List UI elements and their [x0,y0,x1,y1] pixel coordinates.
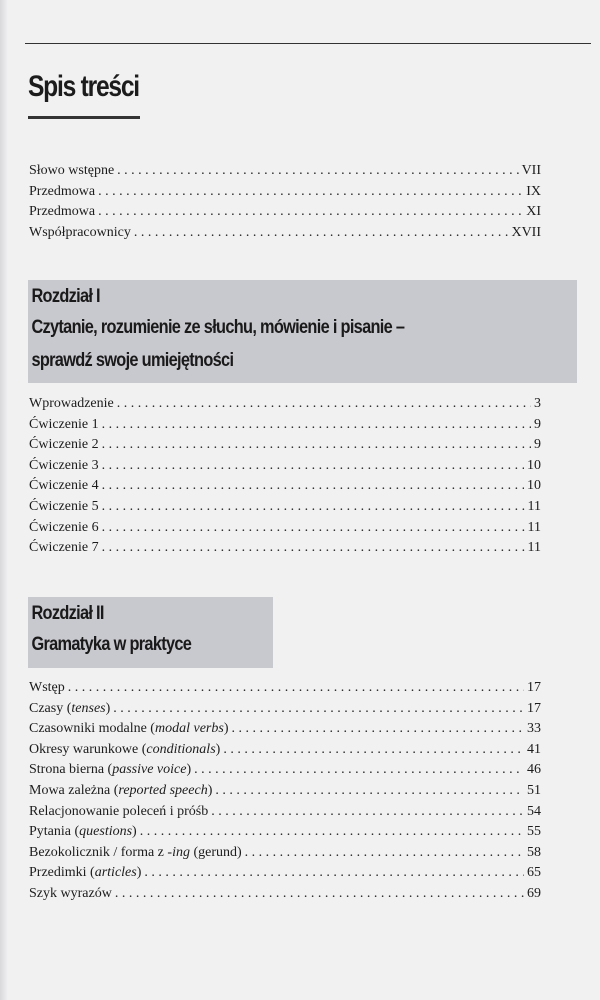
toc-entry [29,437,541,458]
toc-entry-page: 17 [527,700,541,716]
toc-entry-page: IX [526,183,541,199]
label-text: Czasowniki modalne ( [29,721,155,737]
label-italic: reported speech [118,782,208,798]
label-text: Okresy warunkowe ( [29,741,147,757]
toc-entry-page: 41 [527,741,541,757]
toc-entry-page: 11 [527,519,541,535]
toc-entry-page: 10 [527,478,541,494]
toc-entry-page: 3 [534,396,541,411]
toc-entry [29,540,541,561]
label-text: Ćwiczenie 4 [29,478,99,494]
dot-leader [102,540,525,556]
chapter-1-title-line2: sprawdź swoje umiejętności [31,350,234,371]
label-text: Ćwiczenie 3 [29,457,99,473]
toc-entry-page: 9 [534,437,541,453]
dot-leader [98,204,523,220]
toc-entry-label: Współpracownicy [29,224,131,240]
label-text: Strona bierna ( [29,762,113,778]
dot-leader [98,184,523,200]
dot-leader [245,845,524,861]
toc-entry [29,721,541,742]
toc-entry [29,204,541,225]
chapter-1-heading [28,280,577,383]
toc-entry-page: 11 [527,498,541,514]
toc-entry-label [29,701,110,717]
label-text-end: ) [136,865,142,881]
label-text: Relacjonowanie poleceń i próśb [29,803,209,819]
toc-entry-page: 46 [527,762,541,778]
toc-entry [29,184,541,205]
label-text-end: ) [105,700,111,716]
toc-entry-label [29,680,65,696]
toc-entry [29,396,541,417]
toc-entry-page: XI [526,204,541,220]
dot-leader [102,520,525,536]
label-text: Ćwiczenie 5 [29,498,99,514]
label-italic: ing [172,844,190,860]
toc-entry-label [29,458,99,474]
toc-entry-page: VII [521,163,541,178]
chapter-2-heading [28,597,273,668]
dot-leader [144,865,524,881]
label-text-end: ) [186,762,192,778]
toc-entry-label [29,721,228,737]
toc-entry-page: 10 [527,457,541,473]
label-text: Przedimki ( [29,865,95,881]
dot-leader [102,417,531,433]
dot-leader [117,396,531,412]
label-italic: passive voice [112,762,187,778]
toc-entry-label [29,478,99,494]
toc-entry-page: 69 [527,885,541,901]
label-italic: conditionals [146,741,216,757]
toc-entry [29,417,541,438]
toc-entry-page: 51 [527,782,541,798]
label-italic: tenses [71,700,106,716]
toc-entry-label: Przedmowa [29,183,96,199]
toc-entry-page: 9 [534,416,541,432]
toc-entry [29,804,541,825]
page-title: Spis treści [28,70,139,103]
dot-leader [134,225,509,241]
label-text: Ćwiczenie 1 [29,416,99,432]
toc-entry [29,845,541,866]
dot-leader [231,721,524,737]
label-text: Mowa zależna ( [29,782,119,798]
title-underline [28,116,140,119]
toc-entry [29,762,541,783]
dot-leader [102,499,525,515]
toc-entry [29,163,541,184]
toc-entry [29,478,541,499]
label-text: Pytania ( [29,824,80,840]
label-text: Ćwiczenie 6 [29,519,99,535]
chapter-1-number: Rozdział I [31,286,100,307]
toc-entry-label [29,886,112,902]
toc-entry [29,499,541,520]
chapter-1-title-line1: Czytanie, rozumienie ze słuchu, mówienie i pisanie – [31,317,405,338]
label-text-end: ) [207,782,213,798]
label-text-end: ) [215,741,221,757]
dot-leader [102,458,524,474]
dot-leader [215,783,524,799]
label-text-end: ) [223,721,229,737]
dot-leader [223,742,524,758]
toc-entry [29,458,541,479]
label-text: Wprowadzenie [29,396,114,411]
toc-entry-label [29,762,191,778]
chapter-2-number: Rozdział II [31,603,104,624]
label-text: Bezokolicznik / forma z - [29,844,173,860]
dot-leader [140,824,524,840]
toc-entry [29,225,541,246]
label-italic: articles [94,865,137,881]
dot-leader [211,804,524,820]
toc-entry-label [29,499,99,515]
toc-entry-label [29,865,141,881]
chapter-1-list [29,396,541,561]
top-rule [25,43,591,44]
toc-entry-label: Przedmowa [29,204,96,220]
front-matter-list [29,163,541,245]
label-text: Szyk wyrazów [29,885,112,901]
toc-entry-page: 11 [527,540,541,556]
toc-entry [29,520,541,541]
label-italic: questions [79,824,133,840]
label-text: Ćwiczenie 2 [29,437,99,453]
toc-entry-label [29,804,208,820]
toc-entry [29,886,541,907]
label-text-end: ) [132,824,137,840]
label-text: Czasy ( [29,700,72,716]
toc-entry [29,742,541,763]
toc-entry-label [29,540,99,556]
label-text: Ćwiczenie 7 [29,540,99,556]
chapter-2-title-line1: Gramatyka w praktyce [31,634,192,655]
toc-entry [29,824,541,845]
dot-leader [115,886,524,902]
toc-entry-label [29,845,242,861]
label-text-end: (gerund) [189,844,242,860]
dot-leader [102,478,524,494]
toc-entry-page: 55 [527,824,541,840]
toc-entry-page: 65 [527,865,541,881]
toc-entry-label [29,824,137,840]
dot-leader [113,701,524,717]
toc-entry-label [29,437,99,453]
label-italic: modal verbs [154,721,224,737]
toc-entry-page: 54 [527,803,541,819]
toc-entry-label: Słowo wstępne [29,163,115,178]
toc-entry-page: 33 [527,721,541,737]
toc-entry-page: XVII [511,224,541,240]
toc-entry-page: 17 [527,680,541,695]
chapter-2-list [29,680,541,907]
dot-leader [102,437,531,453]
toc-entry [29,783,541,804]
toc-entry-page: 58 [527,844,541,860]
toc-entry [29,680,541,701]
label-text: Wstęp [29,680,65,695]
toc-entry [29,865,541,886]
toc-entry [29,701,541,722]
dot-leader [68,680,524,696]
dot-leader [194,762,524,778]
toc-entry-label [29,742,220,758]
toc-entry-label [29,417,99,433]
toc-entry-label [29,520,99,536]
toc-entry-label [29,396,114,412]
scan-edge-shadow [0,0,8,1000]
toc-entry-label [29,783,212,799]
dot-leader [117,163,518,179]
